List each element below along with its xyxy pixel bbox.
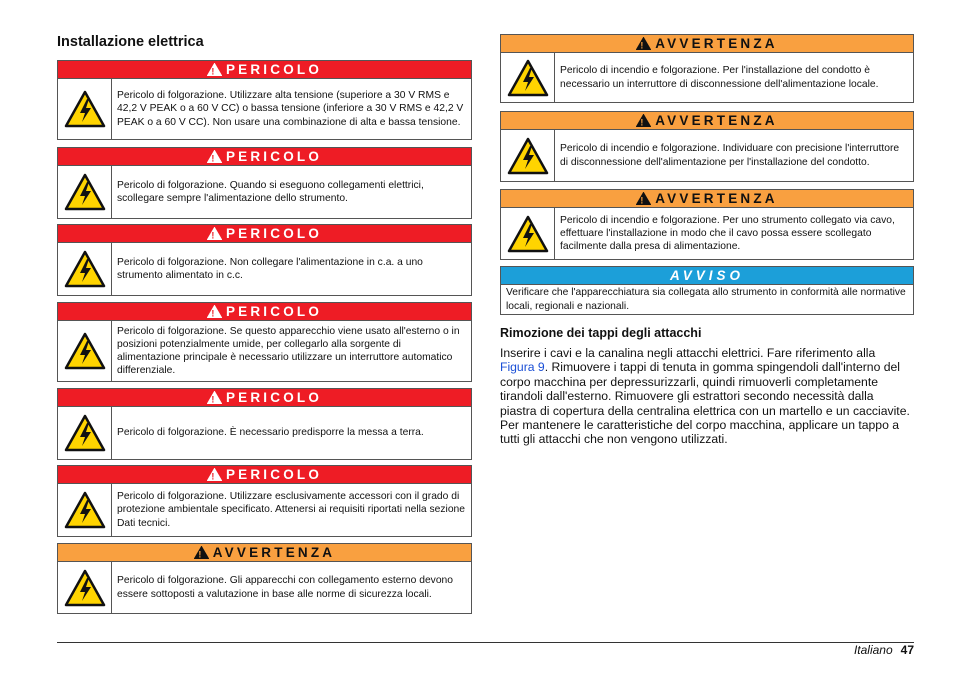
notice-body xyxy=(57,166,472,219)
notice-label: PERICOLO xyxy=(225,467,323,482)
notice-header xyxy=(500,266,914,285)
svg-text:!: ! xyxy=(211,471,218,481)
notice-header xyxy=(57,224,472,243)
notice-header xyxy=(500,111,914,130)
svg-text:!: ! xyxy=(198,549,205,559)
notice-body xyxy=(500,130,914,182)
notice-text: Pericolo di incendio e folgorazione. Per uno strumento collegato via cavo, effettuare l'installazione in modo che il cavo possa essere scollegato facilmente dalla presa di alimentazione. xyxy=(560,214,895,253)
danger-notice xyxy=(57,465,472,537)
notice-label: PERICOLO xyxy=(225,149,323,164)
danger-notice xyxy=(57,302,472,382)
warning-triangle-icon xyxy=(207,63,222,76)
notice-body xyxy=(57,484,472,537)
warning-notice xyxy=(500,111,914,182)
notice-text: Pericolo di incendio e folgorazione. Per l'installazione del condotto è necessario un interruttore di disconnessione dell'alimentazione locale. xyxy=(560,65,879,90)
page-footer xyxy=(854,643,914,657)
svg-text:!: ! xyxy=(211,394,218,404)
notice-header xyxy=(57,302,472,321)
svg-text:!: ! xyxy=(211,153,218,163)
electrical-hazard-icon xyxy=(501,53,555,102)
notice-label: AVVERTENZA xyxy=(655,113,778,128)
svg-text:!: ! xyxy=(640,117,647,127)
notice-header xyxy=(500,189,914,208)
electrical-hazard-icon xyxy=(58,79,112,139)
electrical-hazard-icon xyxy=(58,407,112,459)
avviso-notice xyxy=(500,266,914,315)
notice-header xyxy=(57,147,472,166)
electrical-hazard-icon xyxy=(58,321,112,381)
warning-notice xyxy=(57,543,472,614)
footer-rule xyxy=(57,642,914,643)
warning-triangle-icon xyxy=(207,150,222,163)
notice-body xyxy=(500,285,914,315)
electrical-hazard-icon xyxy=(58,484,112,536)
electrical-hazard-icon xyxy=(501,208,555,259)
subsection-title: Rimozione dei tappi degli attacchi xyxy=(500,326,702,340)
notice-body xyxy=(57,562,472,614)
page-number: 47 xyxy=(900,643,914,657)
notice-body xyxy=(57,407,472,460)
electrical-hazard-icon xyxy=(58,562,112,613)
notice-text: Pericolo di incendio e folgorazione. Individuare con precisione l'interruttore di disconnessione dell'alimentazione per l'installazione del condotto. xyxy=(560,143,900,168)
paragraph-text: Inserire i cavi e la canalina negli attacchi elettrici. Fare riferimento alla xyxy=(500,346,876,360)
warning-triangle-icon xyxy=(207,391,222,404)
notice-body xyxy=(57,243,472,296)
svg-text:!: ! xyxy=(211,66,218,76)
danger-notice xyxy=(57,147,472,219)
svg-text:!: ! xyxy=(640,195,647,205)
notice-header xyxy=(57,465,472,484)
warning-notice xyxy=(500,34,914,103)
figure-link[interactable]: Figura 9 xyxy=(500,360,545,375)
notice-label: PERICOLO xyxy=(225,390,323,405)
warning-triangle-icon xyxy=(207,305,222,318)
svg-text:!: ! xyxy=(640,40,647,50)
notice-body xyxy=(57,321,472,382)
notice-label: AVVERTENZA xyxy=(655,191,778,206)
notice-body xyxy=(500,53,914,103)
notice-header xyxy=(500,34,914,53)
warning-triangle-icon xyxy=(636,114,651,127)
notice-body xyxy=(500,208,914,260)
svg-text:!: ! xyxy=(211,230,218,240)
danger-notice xyxy=(57,224,472,296)
electrical-hazard-icon xyxy=(58,243,112,295)
warning-triangle-icon xyxy=(636,192,651,205)
warning-triangle-icon xyxy=(207,227,222,240)
warning-notice xyxy=(500,189,914,260)
notice-header xyxy=(57,388,472,407)
svg-text:!: ! xyxy=(211,308,218,318)
notice-label: AVVERTENZA xyxy=(655,36,778,51)
warning-triangle-icon xyxy=(194,546,209,559)
notice-text: Pericolo di folgorazione. Utilizzare esclusivamente accessori con il grado di protezione ambientale specificato. Attenersi ai requisiti riportati nella sezione Dati tecnici. xyxy=(117,491,465,529)
section-title: Installazione elettrica xyxy=(57,34,204,50)
notice-text: Pericolo di folgorazione. Quando si eseguono collegamenti elettrici, scollegare sempre l'alimentazione dello strumento. xyxy=(117,179,424,204)
notice-text: Pericolo di folgorazione. Non collegare l'alimentazione in c.a. a uno strumento alimentato in c.c. xyxy=(117,256,423,281)
electrical-hazard-icon xyxy=(58,166,112,218)
notice-label: PERICOLO xyxy=(225,304,323,319)
notice-text: Verificare che l'apparecchiatura sia collegata allo strumento in conformità alle normative locali, regionali e nazionali. xyxy=(506,287,906,312)
notice-body xyxy=(57,79,472,140)
danger-notice xyxy=(57,388,472,460)
notice-header xyxy=(57,60,472,79)
notice-text: Pericolo di folgorazione. Utilizzare alta tensione (superiore a 30 V RMS e 42,2 V PEAK o a 60 V CC) o bassa tensione (inferiore a 30 V RMS e 42,2 V PEAK o a 60 V CC). Non usare una combinazione di alta e bassa tensione. xyxy=(117,90,464,128)
electrical-hazard-icon xyxy=(501,130,555,181)
notice-label: PERICOLO xyxy=(225,226,323,241)
warning-triangle-icon xyxy=(207,468,222,481)
notice-text: Pericolo di folgorazione. Se questo apparecchio viene usato all'esterno o in posizioni potenzialmente umide, per collegarlo alla sorgente di alimentazione principale è necessario utilizzare un interruttore automatico differenziale. xyxy=(117,325,460,377)
warning-triangle-icon xyxy=(636,37,651,50)
notice-header xyxy=(57,543,472,562)
notice-text: Pericolo di folgorazione. È necessario predisporre la messa a terra. xyxy=(117,427,424,439)
notice-text: Pericolo di folgorazione. Gli apparecchi con collegamento esterno devono essere sottoposti a valutazione in base alle norme di sicurezza locali. xyxy=(117,575,453,600)
notice-label: AVVISO xyxy=(669,268,744,283)
footer-language: Italiano xyxy=(853,643,893,657)
notice-label: AVVERTENZA xyxy=(212,545,336,560)
body-paragraph xyxy=(500,346,910,447)
danger-notice xyxy=(57,60,472,140)
paragraph-text: . Rimuovere i tappi di tenuta in gomma spingendoli dall'interno del corpo macchina per depressurizzarli, quindi rimuoverli completamente tirandoli dall'esterno. Rimuovere gli estrattori secondo necessità dalla piastra di copertura della centralina elettrica con un martello e un cacciavite. Per mantenere le caratteristiche del corpo macchina, applicare un tappo a tutti gli attacchi che non vengono utilizzati. xyxy=(500,360,910,447)
notice-label: PERICOLO xyxy=(225,62,323,77)
